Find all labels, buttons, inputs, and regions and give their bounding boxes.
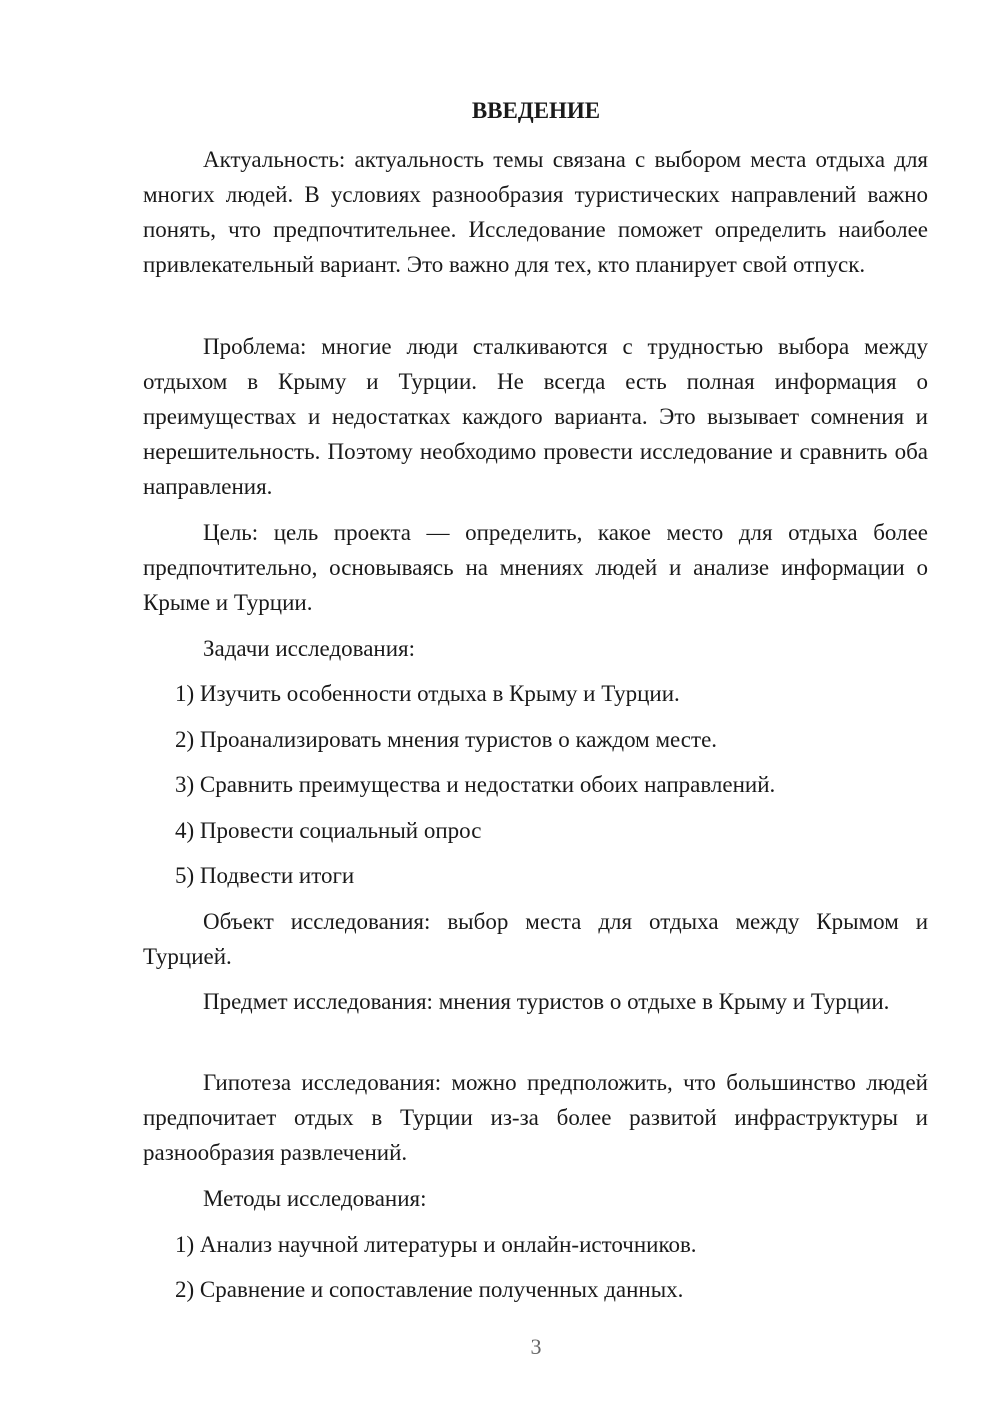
task-item: 5) Подвести итоги <box>175 863 355 888</box>
method-item: 1) Анализ научной литературы и онлайн-источников. <box>175 1232 697 1257</box>
paragraph-object: Объект исследования: выбор места для отдыха между Крымом и Турцией. <box>143 909 928 969</box>
task-item: 3) Сравнить преимущества и недостатки обоих направлений. <box>175 772 776 797</box>
task-item: 1) Изучить особенности отдыха в Крыму и Турции. <box>175 681 680 706</box>
page-title: ВВЕДЕНИЕ <box>471 98 601 123</box>
methods-heading: Методы исследования: <box>203 1186 427 1211</box>
task-item: 2) Проанализировать мнения туристов о каждом месте. <box>175 727 718 752</box>
page-number: 3 <box>530 1334 542 1359</box>
task-item: 4) Провести социальный опрос <box>175 818 482 843</box>
method-item: 2) Сравнение и сопоставление полученных данных. <box>175 1277 684 1302</box>
paragraph-hypothesis: Гипотеза исследования: можно предположить, что большинство людей предпочитает отдых в Турции из-за более развитой инфраструктуры и разнообразия развлечений. <box>143 1070 928 1165</box>
tasks-heading: Задачи исследования: <box>203 636 416 661</box>
paragraph-problem: Проблема: многие люди сталкиваются с трудностью выбора между отдыхом в Крыму и Турции. Не всегда есть полная информация о преимуществах и недостатках каждого варианта. Это вызывает сомнения и нерешительность. Поэтому необходимо провести исследование и сравнить оба направления. <box>143 334 928 499</box>
paragraph-subject: Предмет исследования: мнения туристов о отдыхе в Крыму и Турции. <box>203 989 890 1014</box>
paragraph-relevance: Актуальность: актуальность темы связана с выбором места отдыха для многих людей. В условиях разнообразия туристических направлений важно понять, что предпочтительнее. Исследование поможет определить наиболее привлекательный вариант. Это важно для тех, кто планирует свой отпуск. <box>143 147 928 277</box>
paragraph-goal: Цель: цель проекта — определить, какое место для отдыха более предпочтительно, основываясь на мнениях людей и анализе информации о Крыме и Турции. <box>143 520 928 615</box>
